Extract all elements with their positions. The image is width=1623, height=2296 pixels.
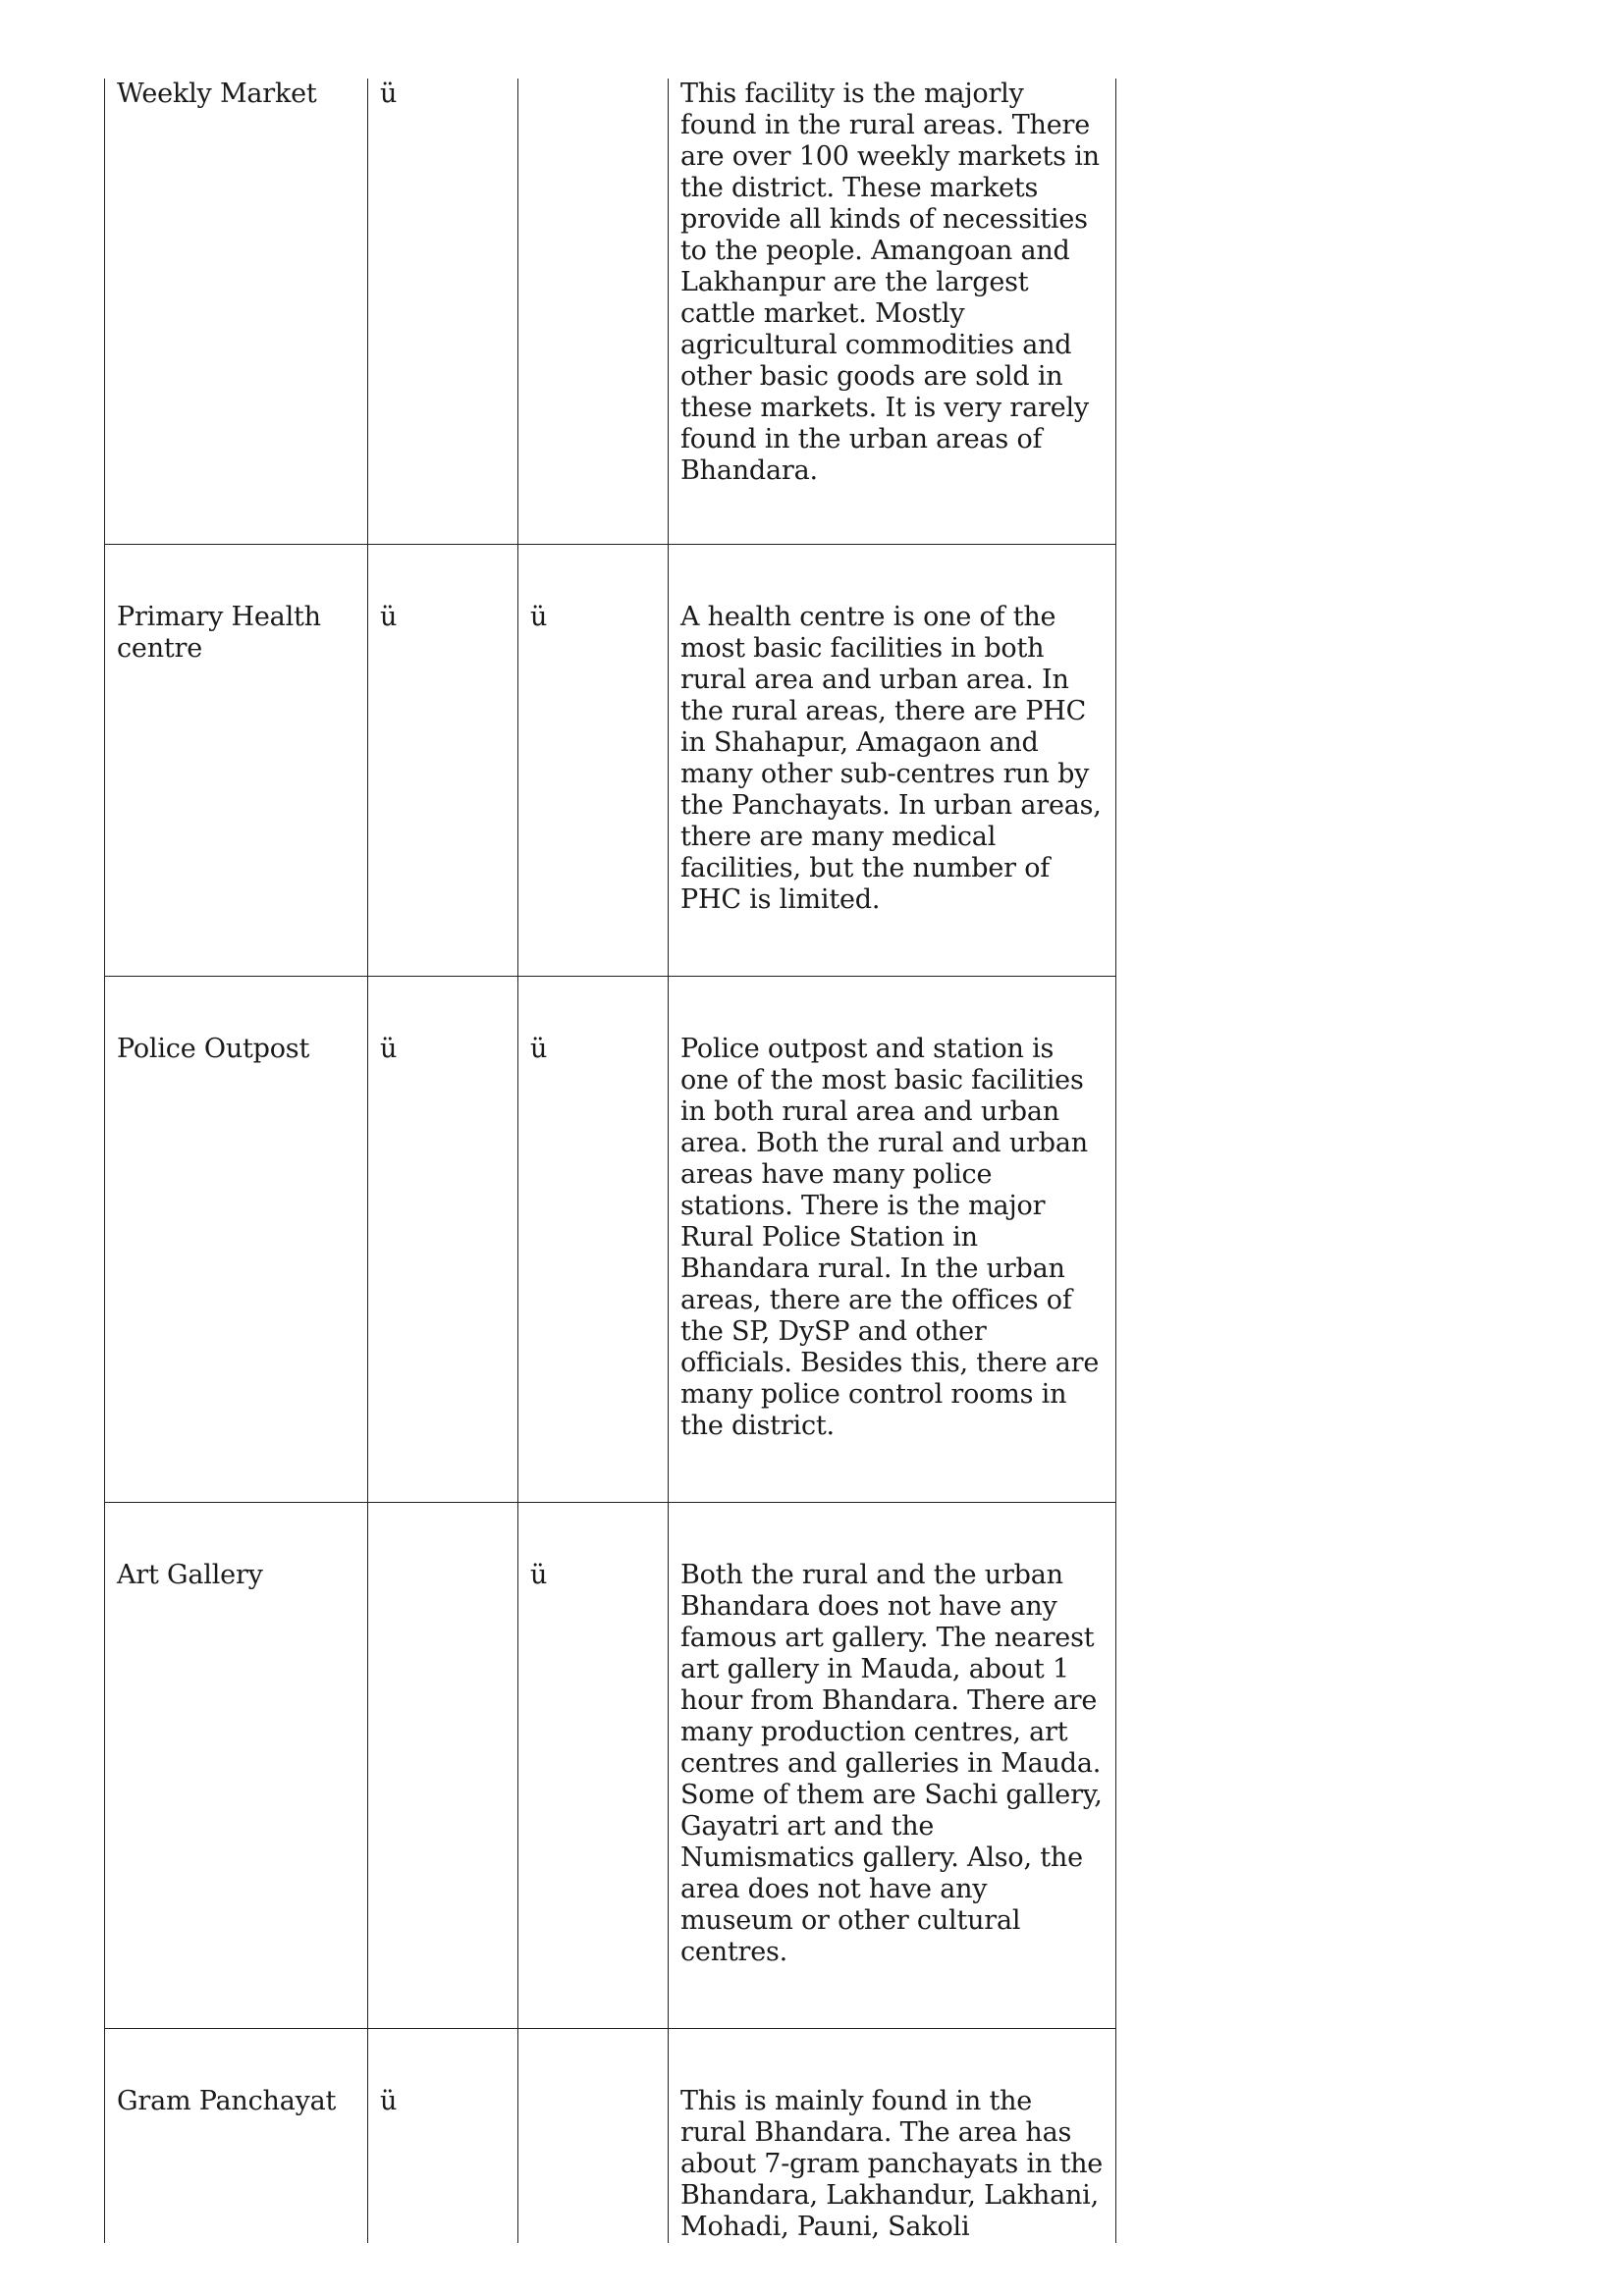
facility-name-cell (105, 1503, 368, 2029)
facility-name: Police Outpost (117, 1034, 310, 1064)
description-cell (669, 79, 1116, 545)
rural-cell (368, 1503, 518, 2029)
urban-check: ü (530, 1034, 548, 1064)
urban-check (530, 2029, 656, 2086)
rural-check: ü (380, 602, 398, 632)
description-cell (669, 977, 1116, 1503)
urban-check: ü (530, 1560, 548, 1590)
table-row (105, 1503, 1116, 2029)
table-row (105, 2029, 1116, 2244)
rural-cell (368, 977, 518, 1503)
rural-check (380, 1503, 506, 1560)
table-row (105, 545, 1116, 977)
facility-description: Police outpost and station is one of the most basic facilities in both rural area and urban area. Both the rural and urban areas have many police stations. There is the major Rural Police Station in Bhandara rural. In the urban areas, there are the offices of the SP, DySP and other officials. Besides this, there are many police control rooms in the district. (680, 1034, 1100, 1441)
urban-cell (518, 977, 669, 1503)
rural-cell (368, 79, 518, 545)
description-cell (669, 545, 1116, 977)
facility-description: Both the rural and the urban Bhandara does not have any famous art gallery. The nearest art gallery in Mauda, about 1 hour from Bhandara. There are many production centres, art centres and galleries in Mauda. Some of them are Sachi gallery, Gayatri art and the Numismatics gallery. Also, the area does not have any museum or other cultural centres. (680, 1560, 1103, 1967)
table-row (105, 79, 1116, 545)
facility-name-cell (105, 977, 368, 1503)
urban-cell (518, 1503, 669, 2029)
facility-name: Weekly Market (117, 79, 317, 109)
rural-cell (368, 545, 518, 977)
description-cell (669, 1503, 1116, 2029)
urban-cell (518, 2029, 669, 2244)
rural-cell (368, 2029, 518, 2244)
facility-description: This facility is the majorly found in the rural areas. There are over 100 weekly markets in the district. These markets provide all kinds of necessities to the people. Amangoan and Lakhanpur are the largest cattle market. Mostly agricultural commodities and other basic goods are sold in these markets. It is very rarely found in the urban areas of Bhandara. (680, 79, 1100, 486)
table-row (105, 977, 1116, 1503)
rural-check: ü (380, 1034, 398, 1064)
urban-cell (518, 79, 669, 545)
facility-description: This is mainly found in the rural Bhandara. The area has about 7-gram panchayats in the Bhandara, Lakhandur, Lakhani, Mohadi, Pauni, Sakoli (680, 2086, 1104, 2242)
urban-cell (518, 545, 669, 977)
facility-name: Art Gallery (117, 1560, 263, 1590)
description-cell (669, 2029, 1116, 2244)
facility-name: Primary Health centre (117, 602, 321, 664)
facility-name-cell (105, 545, 368, 977)
facility-name: Gram Panchayat (117, 2086, 337, 2116)
facility-name-cell (105, 2029, 368, 2244)
rural-check: ü (380, 2086, 398, 2116)
rural-check: ü (380, 79, 398, 109)
urban-check: ü (530, 602, 548, 632)
facilities-table (104, 79, 1116, 2243)
facility-name-cell (105, 79, 368, 545)
facility-description: A health centre is one of the most basic facilities in both rural area and urban area. In the rural areas, there are PHC in Shahapur, Amagaon and many other sub-centres run by the Panchayats. In urban areas, there are many medical facilities, but the number of PHC is limited. (680, 602, 1102, 915)
